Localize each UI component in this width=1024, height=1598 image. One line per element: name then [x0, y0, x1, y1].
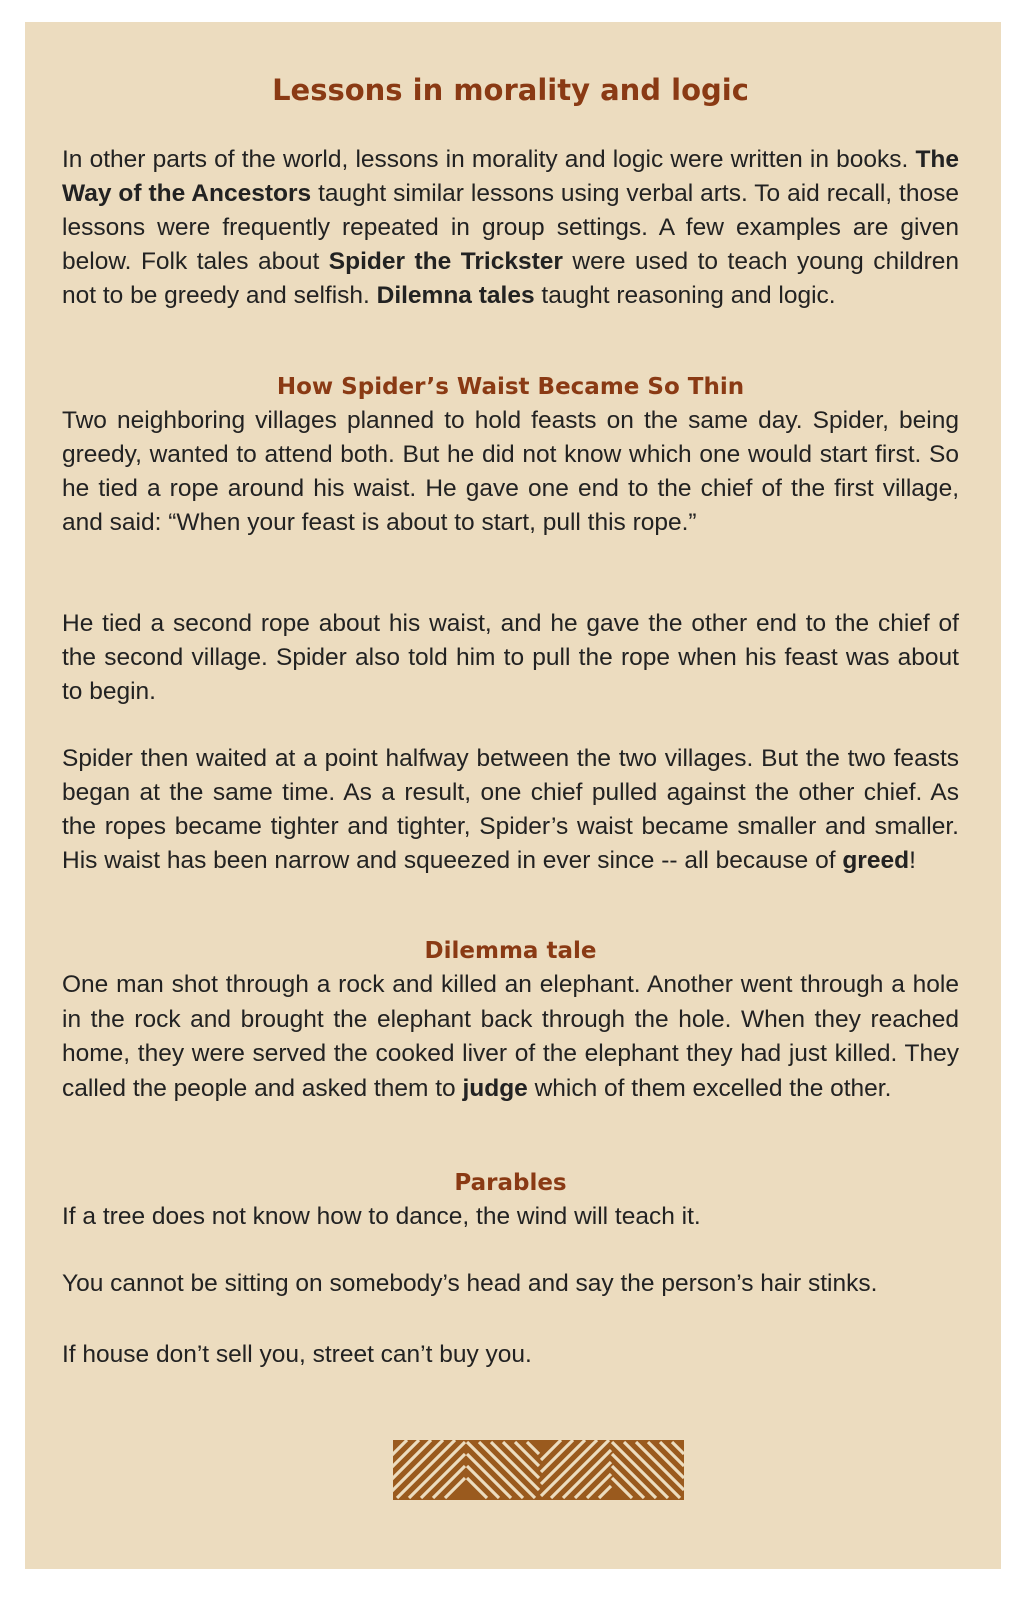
page-panel [25, 22, 1001, 1569]
parables-heading: Parables [454, 1170, 567, 1196]
spider-trickster-term: Spider the Trickster [328, 248, 563, 275]
parable-item: If house don’t sell you, street can’t buy you. [62, 1341, 532, 1368]
greed-term: greed [842, 847, 910, 874]
judge-term: judge [462, 1074, 528, 1102]
spider-paragraph-2: He tied a second rope about his waist, and he gave the other end to the chief of the second village. Spider also told him to pull the rope when his feast was about to begin. [62, 610, 959, 705]
way-of-ancestors-term: The Way of the Ancestors [62, 146, 959, 207]
dilemna-tales-term: Dilemna tales [376, 282, 535, 309]
parable-item: You cannot be sitting on somebody’s head and say the person’s hair stinks. [62, 1270, 878, 1297]
spider-heading: How Spider’s Waist Became So Thin [276, 374, 745, 400]
dilemma-heading: Dilemma tale [424, 938, 597, 964]
weave-ornament-icon [393, 1440, 684, 1500]
spider-paragraph-1: Two neighboring villages planned to hold feasts on the same day. Spider, being greedy, wanted to attend both. But he did not know which one would start first. So he tied a rope around his waist. He gave one end to the chief of the first village, and said: “When your feast is about to start, pull this rope.” [62, 407, 959, 536]
intro-paragraph: In other parts of the world, lessons in morality and logic were written in books. The Way of the Ancestors taught similar lessons using verbal arts. To aid recall, those lessons were frequently repeated in group settings. A few examples are given below. Folk tales about Spider the Trickster were used to teach young children not to be greedy and selfish. Dilemna tales taught reasoning and logic. [62, 146, 959, 309]
spider-paragraph-3: Spider then waited at a point halfway between the two villages. But the two feasts began at the same time. As a result, one chief pulled against the other chief. As the ropes became tighter and tighter, Spider’s waist became smaller and smaller. His waist has been narrow and squeezed in ever since -- all because of greed! [62, 745, 959, 874]
dilemma-paragraph: One man shot through a rock and killed an elephant. Another went through a hole in the rock and brought the elephant back through the hole. When they reached home, they were served the cooked liver of the elephant they had just killed. They called the people and asked them to judge which of them excelled the other. [62, 971, 959, 1102]
page-title: Lessons in morality and logic [272, 73, 749, 107]
parable-item: If a tree does not know how to dance, the wind will teach it. [62, 1203, 701, 1230]
